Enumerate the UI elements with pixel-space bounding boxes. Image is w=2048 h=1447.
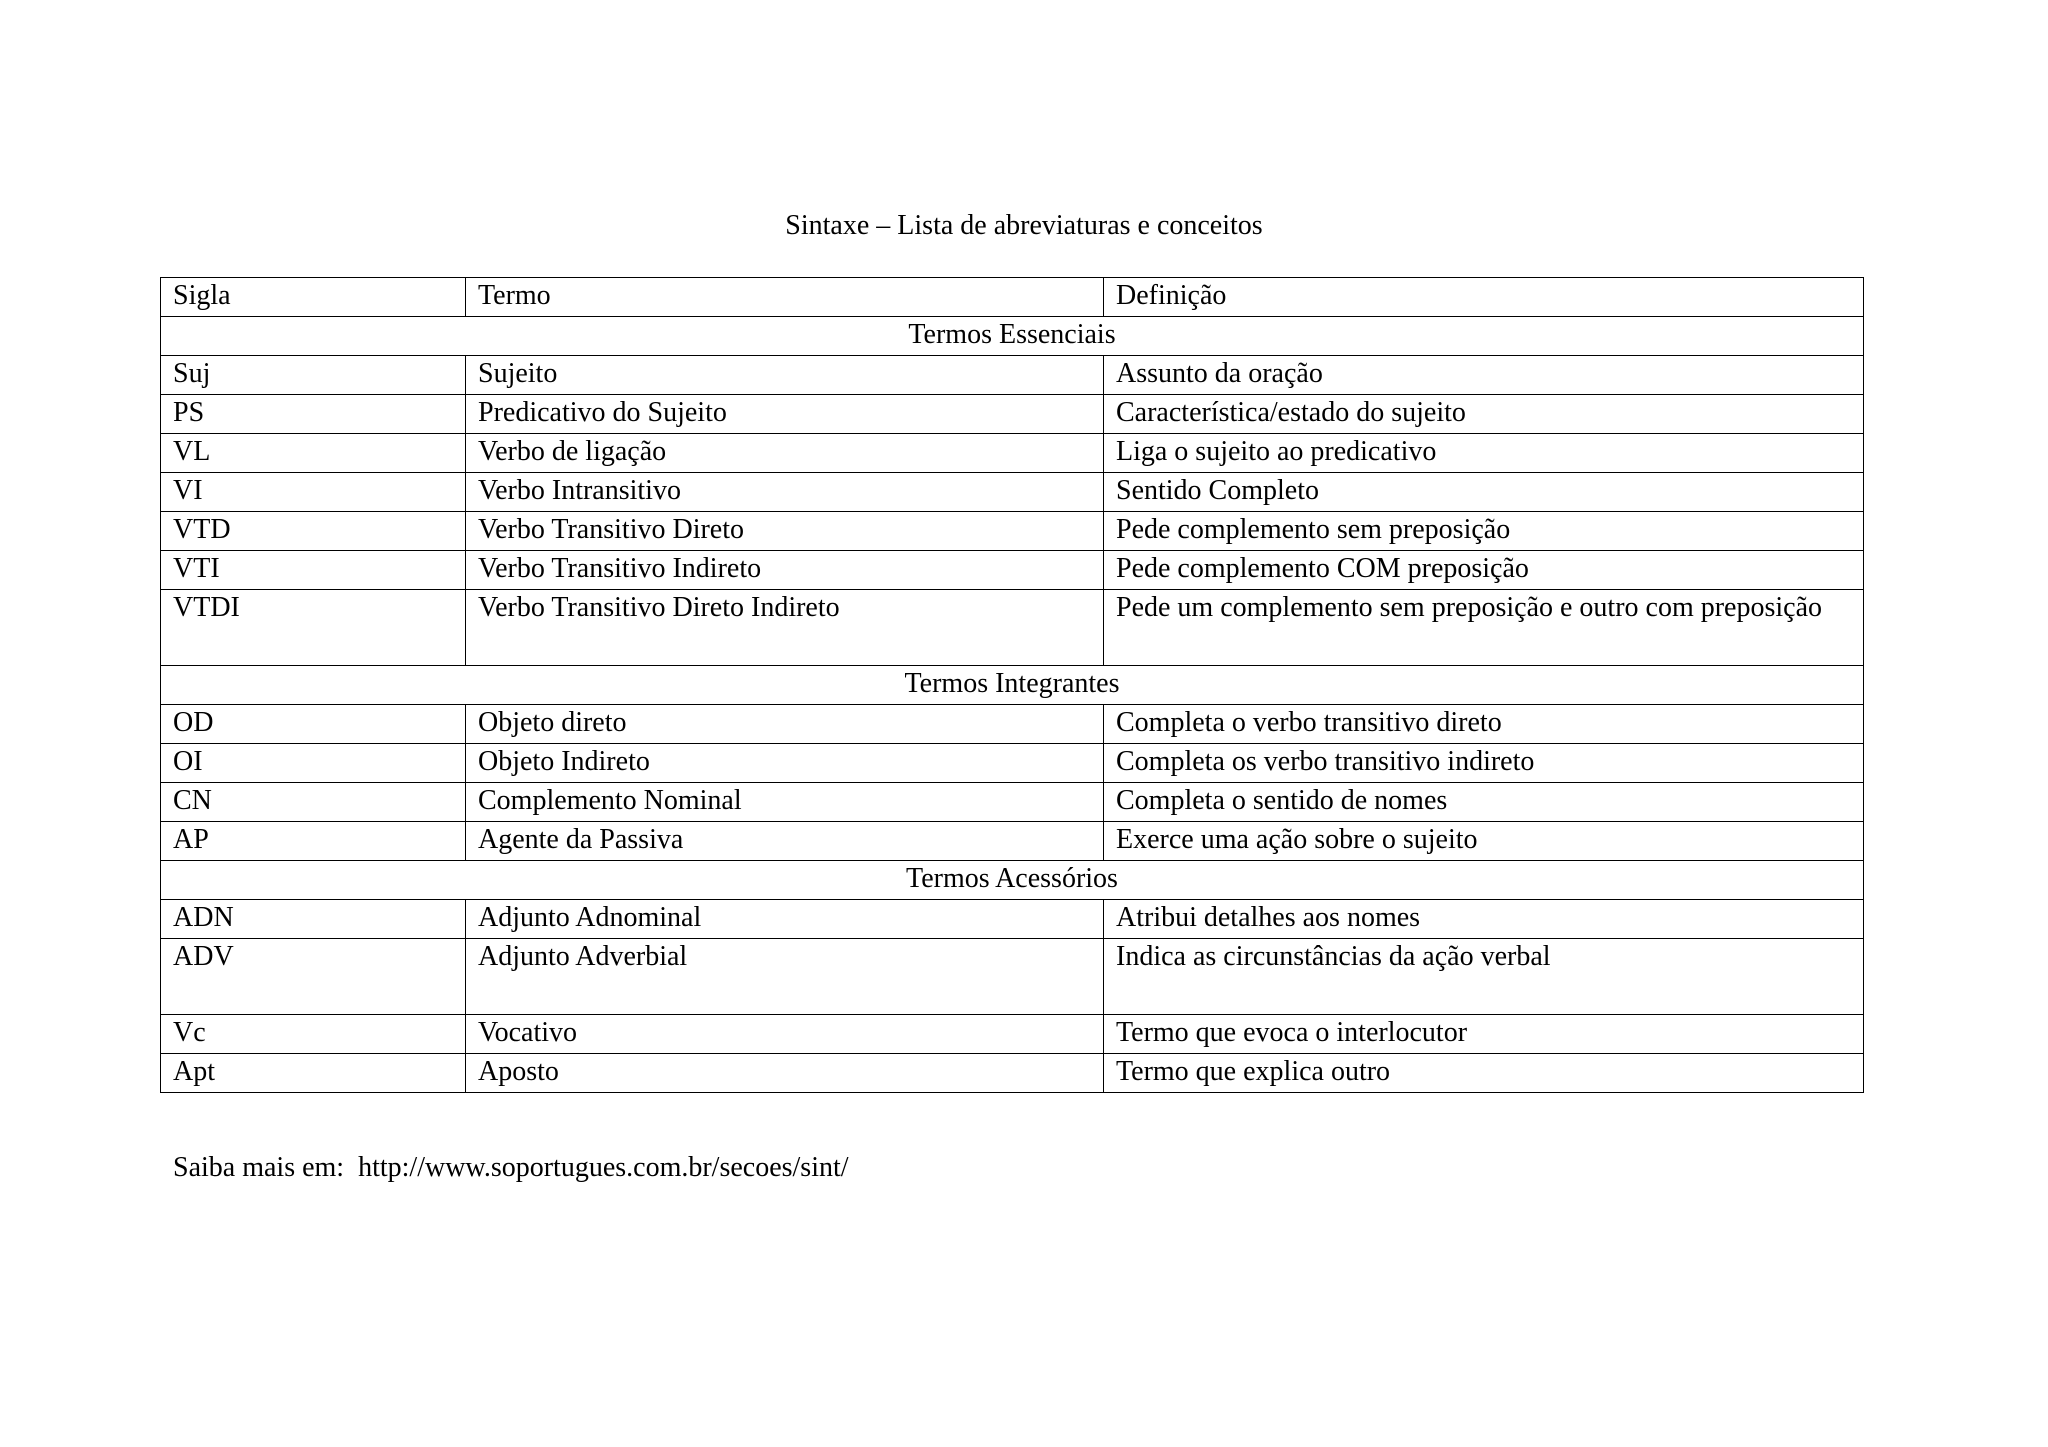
table-row bbox=[161, 1015, 1864, 1054]
table-row bbox=[161, 744, 1864, 783]
table-row bbox=[161, 783, 1864, 822]
table-row bbox=[161, 1054, 1864, 1093]
cell-definicao: Termo que evoca o interlocutor bbox=[1104, 1015, 1864, 1054]
table-row bbox=[161, 512, 1864, 551]
cell-termo: Sujeito bbox=[466, 356, 1104, 395]
table-row bbox=[161, 473, 1864, 512]
table-row bbox=[161, 434, 1864, 473]
section-row-acessorios bbox=[161, 861, 1864, 900]
cell-sigla: AP bbox=[161, 822, 466, 861]
cell-sigla: Vc bbox=[161, 1015, 466, 1054]
cell-termo: Aposto bbox=[466, 1054, 1104, 1093]
cell-definicao: Completa os verbo transitivo indireto bbox=[1104, 744, 1864, 783]
cell-definicao: Completa o sentido de nomes bbox=[1104, 783, 1864, 822]
cell-definicao: Assunto da oração bbox=[1104, 356, 1864, 395]
cell-termo: Objeto Indireto bbox=[466, 744, 1104, 783]
cell-sigla: VTI bbox=[161, 551, 466, 590]
cell-termo: Vocativo bbox=[466, 1015, 1104, 1054]
cell-sigla: PS bbox=[161, 395, 466, 434]
table-row bbox=[161, 356, 1864, 395]
cell-definicao: Sentido Completo bbox=[1104, 473, 1864, 512]
cell-termo: Objeto direto bbox=[466, 705, 1104, 744]
cell-definicao: Termo que explica outro bbox=[1104, 1054, 1864, 1093]
cell-sigla: Apt bbox=[161, 1054, 466, 1093]
cell-sigla: VI bbox=[161, 473, 466, 512]
cell-termo: Agente da Passiva bbox=[466, 822, 1104, 861]
cell-sigla: OD bbox=[161, 705, 466, 744]
table-row bbox=[161, 395, 1864, 434]
cell-sigla: ADV bbox=[161, 939, 466, 1015]
cell-termo: Verbo Intransitivo bbox=[466, 473, 1104, 512]
cell-definicao: Pede um complemento sem preposição e outro com preposição bbox=[1104, 590, 1864, 666]
cell-definicao: Completa o verbo transitivo direto bbox=[1104, 705, 1864, 744]
footer-note bbox=[173, 1148, 849, 1188]
cell-definicao: Característica/estado do sujeito bbox=[1104, 395, 1864, 434]
cell-termo: Adjunto Adverbial bbox=[466, 939, 1104, 1015]
document-title: Sintaxe – Lista de abreviaturas e conceitos bbox=[785, 210, 1263, 241]
cell-definicao: Exerce uma ação sobre o sujeito bbox=[1104, 822, 1864, 861]
cell-definicao: Liga o sujeito ao predicativo bbox=[1104, 434, 1864, 473]
cell-termo: Verbo Transitivo Direto Indireto bbox=[466, 590, 1104, 666]
table-row bbox=[161, 822, 1864, 861]
table-row bbox=[161, 705, 1864, 744]
cell-definicao: Pede complemento sem preposição bbox=[1104, 512, 1864, 551]
cell-termo: Predicativo do Sujeito bbox=[466, 395, 1104, 434]
table-header-row bbox=[161, 278, 1864, 317]
cell-sigla: VTDI bbox=[161, 590, 466, 666]
cell-sigla: VTD bbox=[161, 512, 466, 551]
section-title: Termos Essenciais bbox=[161, 317, 1864, 356]
table-row bbox=[161, 939, 1864, 1015]
footer-link[interactable]: http://www.soportugues.com.br/secoes/sint/ bbox=[358, 1152, 849, 1183]
cell-termo: Complemento Nominal bbox=[466, 783, 1104, 822]
section-row-essenciais bbox=[161, 317, 1864, 356]
cell-sigla: CN bbox=[161, 783, 466, 822]
cell-sigla: ADN bbox=[161, 900, 466, 939]
cell-definicao: Pede complemento COM preposição bbox=[1104, 551, 1864, 590]
table-row bbox=[161, 590, 1864, 666]
header-sigla: Sigla bbox=[161, 278, 466, 317]
abbreviations-table bbox=[160, 277, 1864, 1093]
cell-definicao: Indica as circunstâncias da ação verbal bbox=[1104, 939, 1864, 1015]
cell-termo: Adjunto Adnominal bbox=[466, 900, 1104, 939]
cell-sigla: VL bbox=[161, 434, 466, 473]
header-termo: Termo bbox=[466, 278, 1104, 317]
cell-sigla: Suj bbox=[161, 356, 466, 395]
cell-termo: Verbo de ligação bbox=[466, 434, 1104, 473]
cell-definicao: Atribui detalhes aos nomes bbox=[1104, 900, 1864, 939]
header-definicao: Definição bbox=[1104, 278, 1864, 317]
cell-termo: Verbo Transitivo Direto bbox=[466, 512, 1104, 551]
section-title: Termos Acessórios bbox=[161, 861, 1864, 900]
cell-sigla: OI bbox=[161, 744, 466, 783]
section-row-integrantes bbox=[161, 666, 1864, 705]
cell-termo: Verbo Transitivo Indireto bbox=[466, 551, 1104, 590]
footer-label: Saiba mais em: bbox=[173, 1152, 359, 1183]
section-title: Termos Integrantes bbox=[161, 666, 1864, 705]
table-row bbox=[161, 551, 1864, 590]
table-row bbox=[161, 900, 1864, 939]
